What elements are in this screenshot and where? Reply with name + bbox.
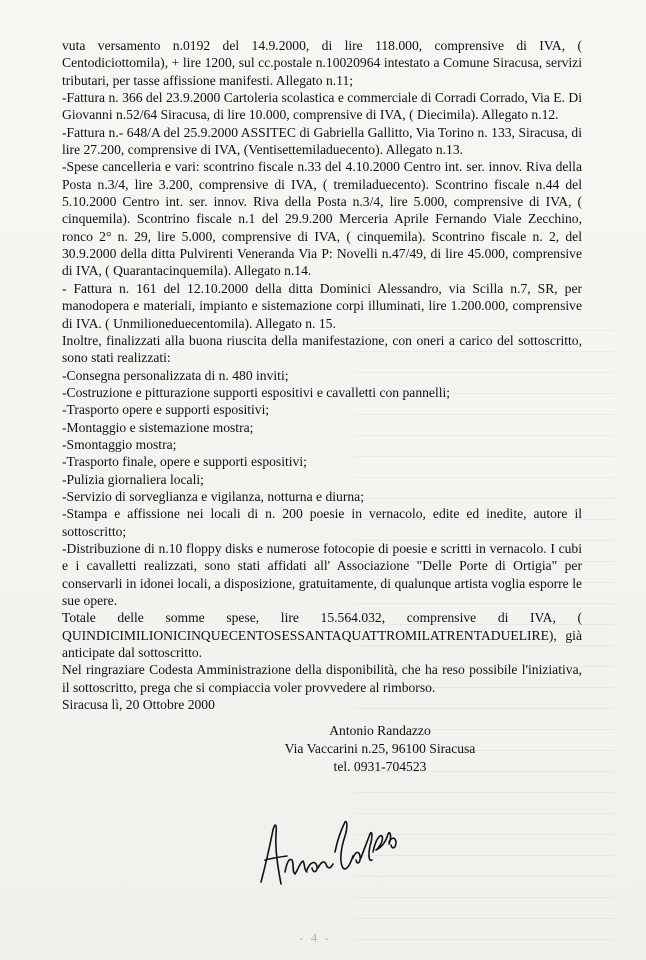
paragraph-intro-list: Inoltre, finalizzati alla buona riuscita della manifestazione, con oneri a carico del sottoscritto, sono stati realizzati:	[62, 332, 582, 366]
letter-body	[62, 37, 582, 713]
list-item: -Costruzione e pitturazione supporti espositivi e cavalletti con pannelli;	[62, 384, 451, 400]
list-item: -Servizio di sorveglianza e vigilanza, notturna e diurna;	[62, 488, 364, 504]
paragraph-stationery-expenses: -Spese cancelleria e vari: scontrino fiscale n.33 del 4.10.2000 Centro int. ser. innov. Riva della Posta n.3/4, lire 3.200, comprensive di IVA, ( tremiladuecento). Scontrino fiscale n.44 del 5.10.2000 Centro int. ser. innov. Riva della Posta n.3/4, lire 5.000, comprensive di IVA, ( cinquemila). Scontrino fiscale n.1 del 29.9.200 Merceria Aprile Fernando Viale Zecchino, ronco 2° n. 29, lire 5.000, comprensive di IVA, ( cinquemila). Scontrino fiscale n. 2, del 30.9.2000 della ditta Pulvirenti Veneranda Via P: Novelli n.47/49, di lire 45.000, comprensive di IVA, ( Quarantacinquemila). Allegato n.14.	[62, 159, 582, 279]
list-item: -Consegna personalizzata di n. 480 inviti;	[62, 367, 289, 383]
list-item: -Trasporto finale, opere e supporti espositivi;	[62, 454, 307, 470]
handwritten-signature	[255, 812, 400, 894]
list-item: -Distribuzione di n.10 floppy disks e numerose fotocopie di poesie e scritti in vernacolo. I cubi e i cavalletti realizzati, sono stati affidati all' Associazione "Delle Porte di Ortigia" per conservarli in idonei locali, a disposizione, gratuitamente, di qualunque artista voglia esporre le sue opere.	[62, 540, 582, 608]
paragraph-total: Totale delle somme spese, lire 15.564.032, comprensive di IVA, ( QUINDICIMILIONICINQUECENTOSESSANTAQUATTROMILATRENTADUELIRE), già anticipate dal sottoscritto.	[62, 610, 582, 661]
paragraph-thanks: Nel ringraziare Codesta Amministrazione della disponibilità, che ha reso possibile l'iniziativa, il sottoscritto, prega che si compiaccia voler provvedere al rimborso.	[62, 662, 582, 695]
list-item: -Stampa e affissione nei locali di n. 200 poesie in vernacolo, edite ed inedite, autore il sottoscritto;	[62, 506, 582, 539]
list-item: -Trasporto opere e supporti espositivi;	[62, 402, 270, 418]
list-item: -Smontaggio mostra;	[62, 436, 177, 452]
place-date: Siracusa lì, 20 Ottobre 2000	[62, 697, 215, 713]
list-item: -Montaggio e sistemazione mostra;	[62, 419, 254, 435]
paragraph-invoice-366: -Fattura n. 366 del 23.9.2000 Cartoleria scolastica e commerciale di Corradi Corrado, Via E. Di Giovanni n.52/64 Siracusa, di lire 10.000, comprensive di IVA, ( Diecimila). Allegato n.12.	[62, 90, 582, 123]
paragraph-invoice-648a: -Fattura n.- 648/A del 25.9.2000 ASSITEC di Gabriella Gallitto, Via Torino n. 133, Siracusa, di lire 27.200, comprensive di IVA, (Ventisettemiladuecento). Allegato n.13.	[62, 124, 582, 158]
signer-name: Antonio Randazzo	[329, 723, 431, 738]
paragraph-payment-receipt: vuta versamento n.0192 del 14.9.2000, di lire 118.000, comprensive di IVA, ( Centodiciottomila), + lire 1200, sul cc.postale n.10020964 intestato a Comune Siracusa, servizi tributari, per tasse affissione manifesti. Allegato n.11;	[62, 38, 582, 88]
signature-block	[265, 722, 495, 776]
paragraph-invoice-161: - Fattura n. 161 del 12.10.2000 della ditta Dominici Alessandro, via Scilla n.7, SR, per manodopera e materiali, impianto e sistemazione corpi illuminati, lire 1.200.000, comprensive di IVA. ( Unmilioneduecentomila). Allegato n. 15.	[62, 280, 582, 331]
list-item: -Pulizia giornaliera locali;	[62, 471, 204, 487]
signer-address: Via Vaccarini n.25, 96100 Siracusa	[284, 741, 476, 756]
signer-phone: tel. 0931-704523	[333, 759, 427, 774]
page-number: - 4 -	[299, 930, 331, 945]
